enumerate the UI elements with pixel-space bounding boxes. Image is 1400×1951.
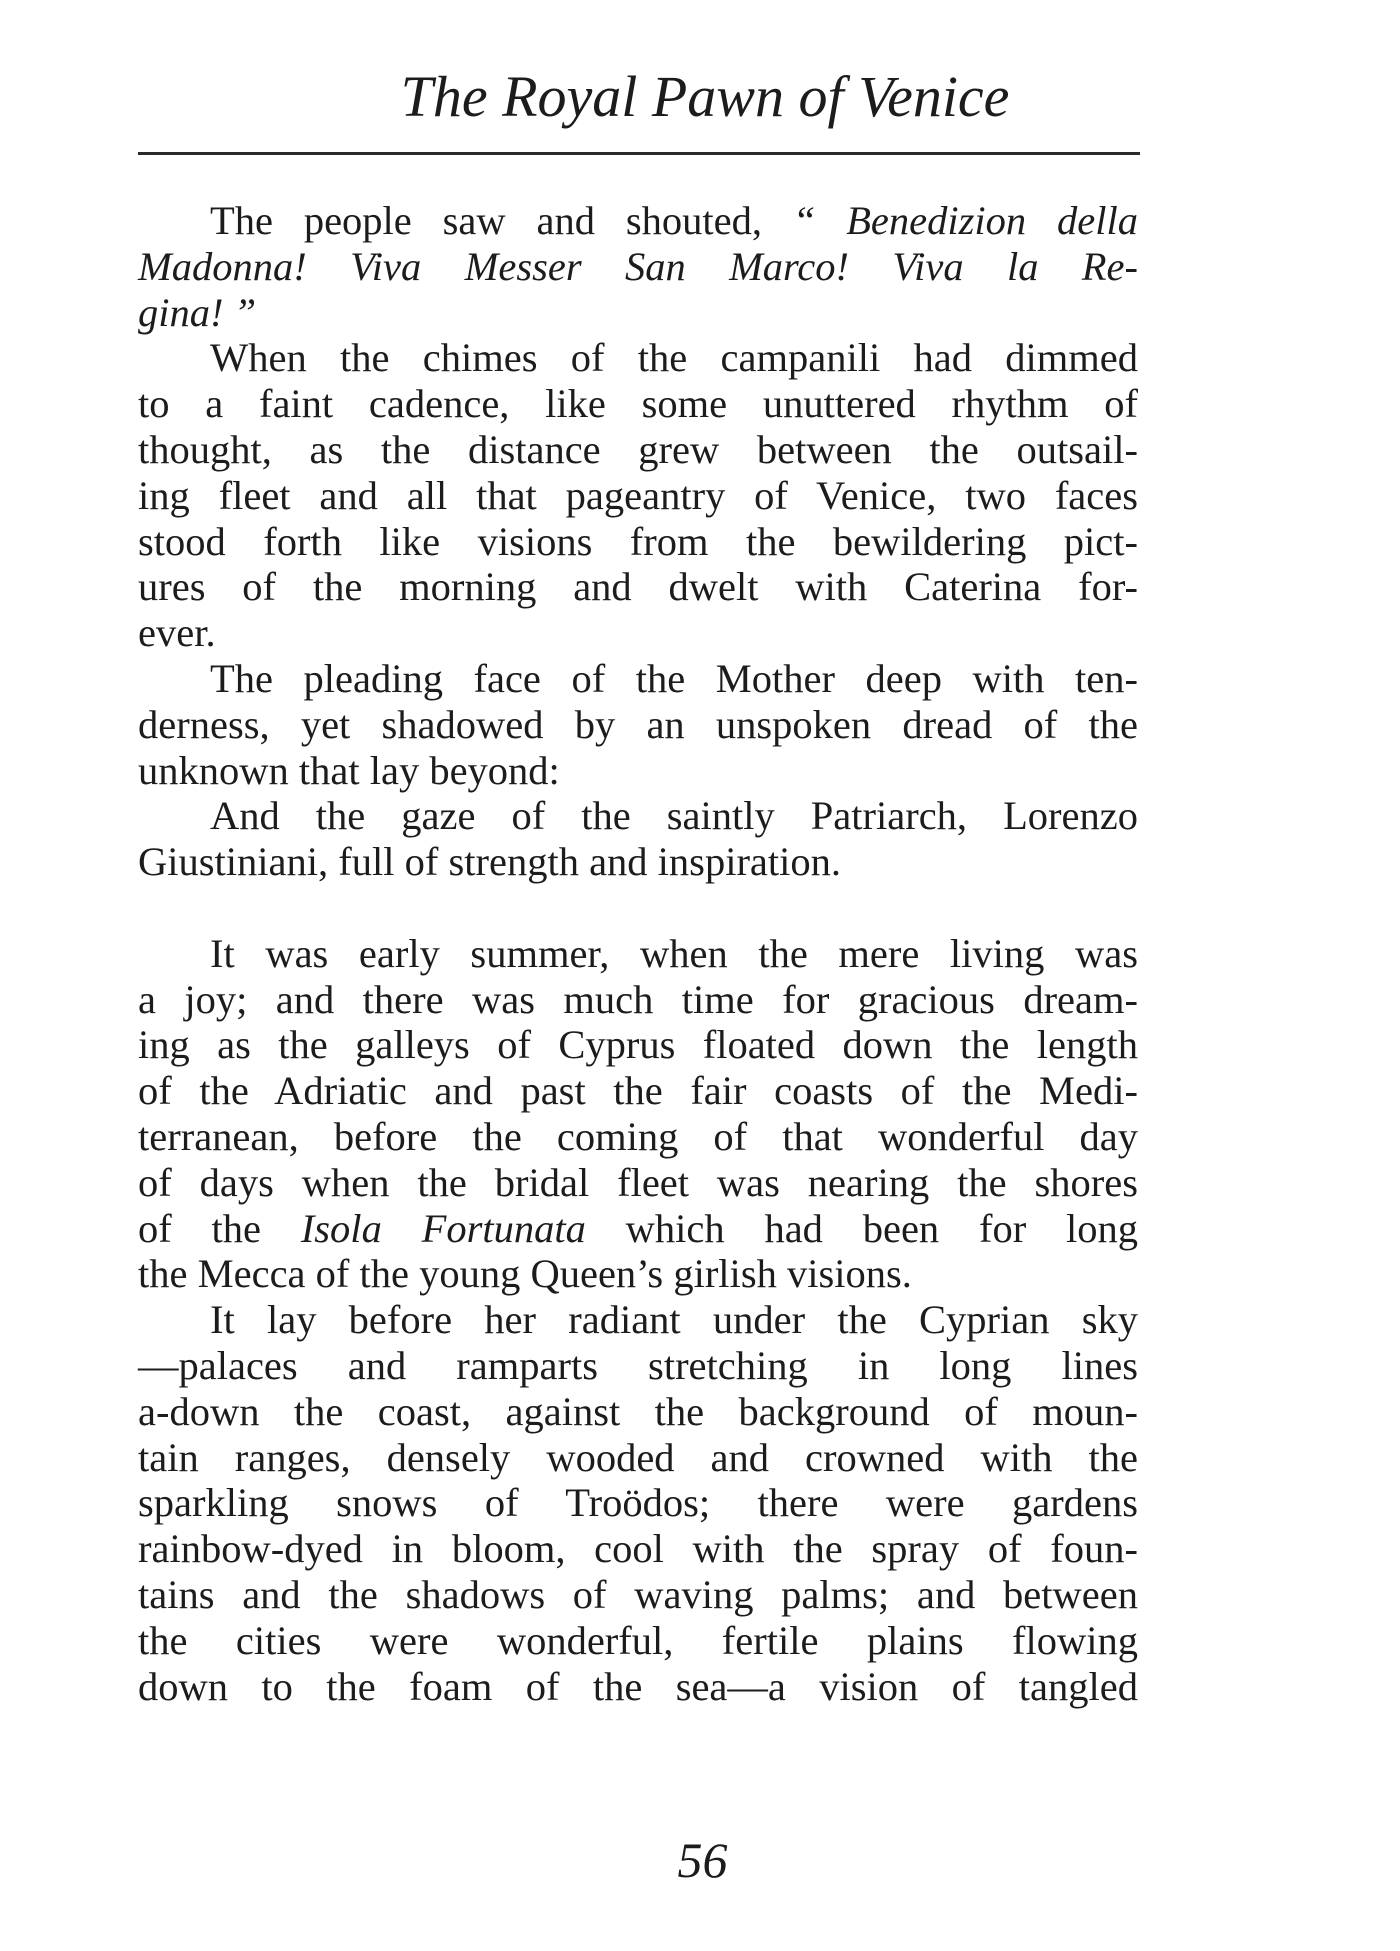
text-run: of the Adriatic and past the fair coasts of the Medi- xyxy=(138,1068,1138,1114)
text-line xyxy=(138,656,1138,702)
text-run: ever. xyxy=(138,610,216,656)
body-text xyxy=(138,198,1138,1709)
italic-text: “ Benedizion della xyxy=(792,198,1138,243)
text-line xyxy=(138,748,1138,794)
text-run: And the gaze of the saintly Patriarch, Lorenzo xyxy=(210,793,1138,839)
text-line xyxy=(138,1297,1138,1343)
text-run: ures of the morning and dwelt with Caterina for- xyxy=(138,564,1138,610)
text-line xyxy=(138,839,1138,885)
text-line xyxy=(138,335,1138,381)
text-line xyxy=(138,519,1138,565)
text-run: When the chimes of the campanili had dimmed xyxy=(210,335,1138,381)
text-run: a joy; and there was much time for gracious dream- xyxy=(138,976,1138,1022)
text-line xyxy=(138,1160,1138,1206)
text-run: the cities were wonderful, fertile plains flowing xyxy=(138,1617,1138,1663)
header-rule xyxy=(138,152,1140,155)
text-run: The people saw and shouted, xyxy=(210,198,793,243)
text-run: terranean, before the coming of that wonderful day xyxy=(138,1113,1138,1159)
text-run: stood forth like visions from the bewildering pict- xyxy=(138,518,1138,564)
text-run: It lay before her radiant under the Cyprian sky xyxy=(210,1297,1138,1343)
text-run: ing fleet and all that pageantry of Venice, two faces xyxy=(138,472,1138,518)
text-run: which had been for long xyxy=(585,1205,1138,1251)
text-line xyxy=(138,1022,1138,1068)
text-run: The pleading face of the Mother deep with ten- xyxy=(210,655,1138,701)
text-line xyxy=(138,1206,1138,1252)
paragraph-gap xyxy=(138,885,1138,931)
text-run: sparkling snows of Troödos; there were gardens xyxy=(138,1480,1138,1526)
text-line xyxy=(138,473,1138,519)
text-line xyxy=(138,564,1138,610)
italic-text: gina! ” xyxy=(138,289,257,335)
text-run: of days when the bridal fleet was nearing the shores xyxy=(138,1159,1138,1205)
text-run: to a faint cadence, like some unuttered rhythm of xyxy=(138,381,1138,427)
text-line xyxy=(138,290,1138,336)
text-line xyxy=(138,1480,1138,1526)
text-run: the Mecca of the young Queen’s girlish visions. xyxy=(138,1251,912,1297)
text-run: a-down the coast, against the background of moun- xyxy=(138,1388,1138,1434)
text-run: Giustiniani, full of strength and inspiration. xyxy=(138,839,842,885)
text-line xyxy=(138,1664,1138,1710)
text-run: ing as the galleys of Cyprus floated down the length xyxy=(138,1022,1138,1068)
text-line xyxy=(138,931,1138,977)
text-run: tains and the shadows of waving palms; and between xyxy=(138,1571,1138,1617)
text-line xyxy=(138,977,1138,1023)
text-line xyxy=(138,1114,1138,1160)
text-line xyxy=(138,381,1138,427)
text-run: of the xyxy=(138,1205,301,1251)
text-line xyxy=(138,793,1138,839)
text-line xyxy=(138,1572,1138,1618)
italic-text: Isola Fortunata xyxy=(300,1205,586,1251)
text-line xyxy=(138,1618,1138,1664)
text-line xyxy=(138,244,1138,290)
text-run: —palaces and ramparts stretching in long lines xyxy=(138,1342,1138,1388)
running-header: The Royal Pawn of Venice xyxy=(400,64,1010,129)
paragraph xyxy=(138,198,1138,335)
text-line xyxy=(138,1343,1138,1389)
text-line xyxy=(138,427,1138,473)
text-run: thought, as the distance grew between the outsail- xyxy=(138,426,1138,472)
text-line xyxy=(138,1435,1138,1481)
text-line xyxy=(138,1251,1138,1297)
text-line xyxy=(138,1389,1138,1435)
text-run: tain ranges, densely wooded and crowned with the xyxy=(138,1434,1138,1480)
paragraph xyxy=(138,1297,1138,1709)
text-line xyxy=(138,1068,1138,1114)
text-line xyxy=(138,1526,1138,1572)
text-run: down to the foam of the sea—a vision of tangled xyxy=(138,1663,1138,1709)
paragraph xyxy=(138,931,1138,1297)
text-run: derness, yet shadowed by an unspoken dread of the xyxy=(138,701,1138,747)
text-line xyxy=(138,702,1138,748)
text-run: It was early summer, when the mere living was xyxy=(210,930,1138,976)
paragraph xyxy=(138,656,1138,793)
paragraph xyxy=(138,335,1138,656)
italic-text: Madonna! Viva Messer San Marco! Viva la Re- xyxy=(138,243,1138,289)
text-run: rainbow-dyed in bloom, cool with the spray of foun- xyxy=(138,1526,1138,1572)
text-line xyxy=(138,198,1138,244)
page-number: 56 xyxy=(677,1832,728,1888)
text-line xyxy=(138,610,1138,656)
paragraph xyxy=(138,793,1138,885)
text-run: unknown that lay beyond: xyxy=(138,747,560,793)
